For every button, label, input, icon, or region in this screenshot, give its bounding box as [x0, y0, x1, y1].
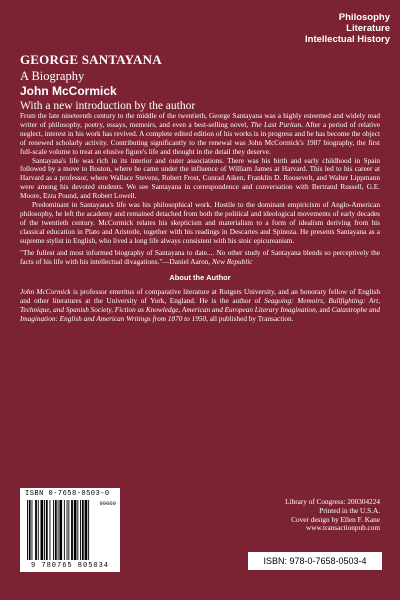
isbn13-label: ISBN: 978-0-7658-0503-4: [248, 552, 382, 570]
publisher-website: www.transactionpub.com: [305, 524, 380, 533]
library-of-congress: Library of Congress: 200304224: [285, 498, 380, 506]
category-philosophy: Philosophy: [338, 12, 390, 23]
barcode-bars: [26, 500, 114, 560]
book-subtitle: A Biography: [20, 69, 85, 83]
paragraph-1: From the late nineteenth century to the middle of the twentieth, George Santayana was a highly esteemed and widely read writer of philosophy, poetry, essays, memoirs, and even a best-selling novel, The Last Puritan. After a period of relative neglect, interest in his work has revived. A complete edited edition of his works is in progress and he has become the object of renewed scholarly activity. Contributing significantly to the renewal was John McCormick's 1987 biography, the first full-scale volume to treat an elusive figure's life and thought in the detail they deserve.: [20, 112, 380, 156]
category-intellectual-history: Intellectual History: [305, 34, 390, 45]
category-list: [305, 12, 390, 45]
barcode-price-code: 90000: [99, 500, 116, 507]
about-author-heading: About the Author: [169, 273, 231, 283]
isbn-barcode: [20, 488, 120, 572]
barcode-digits: 9 780765 805034: [30, 562, 109, 570]
printed-in: Printed in the U.S.A.: [319, 506, 380, 515]
review-quote: "The fullest and most informed biography of Santayana to date.... No other study of Santayana blends so perceptively the facts of his life with his intellectual divagations."—Daniel Aaron, New Republic: [20, 248, 380, 266]
book-title: GEORGE SANTAYANA: [20, 52, 162, 67]
publisher-info: [248, 498, 380, 533]
paragraph-2: Santayana's life was rich in its interior and outer associations. There was his birth and early childhood in Spain followed by a move to Boston, where he came under the influence of William James at Harvard. This led to his career at Harvard as a professor, where Wallace Stevens, Robert Frost, Conrad Aiken, Franklin D. Roosevelt, and Walter Lippmann were among his devoted students. We see Santayana in correspondence and conversation with Bertrand Russell, G.E. Moore, Ezra Pound, and Robert Lowell.: [20, 156, 380, 201]
about-author-text: John McCormick is professor emeritus of comparative literature at Rutgers University, and an honorary fellow of English and other literatures at the University of York, England. He is the author of Seagoing: Memoirs, Bullfighting: Art, Technique, and Spanish Society, Fiction as Knowledge, American and European Literary Imagination, and Catastrophe and Imagination: English and American Writings from 1870 to 1950, all published by Transaction.: [20, 288, 381, 324]
blurb-body: [20, 112, 380, 324]
barcode-isbn-label: ISBN 0-7658-0503-0: [25, 490, 110, 498]
paragraph-3: Predominant in Santayana's life was his philosophical work. Hostile to the dominant empiricism of Anglo-American philosophy, he left the academy and remained detached from both the political and ideological movements of early decades of the twentieth century. McCormick relates his skepticism and materialism to a form of idealism deriving from his classical education in Plato and Aristotle, together with his readings in Descartes and Spinoza. He presents Santayana as a supreme stylist in English, who lived a long life always consistent with his stoic epicureanism.: [20, 201, 380, 245]
category-literature: Literature: [346, 23, 390, 34]
cover-design-credit: Cover design by Ellen F. Kane: [291, 515, 380, 524]
book-author: John McCormick: [20, 84, 117, 98]
book-header: [20, 52, 195, 113]
edition-note: With a new introduction by the author: [20, 100, 196, 112]
